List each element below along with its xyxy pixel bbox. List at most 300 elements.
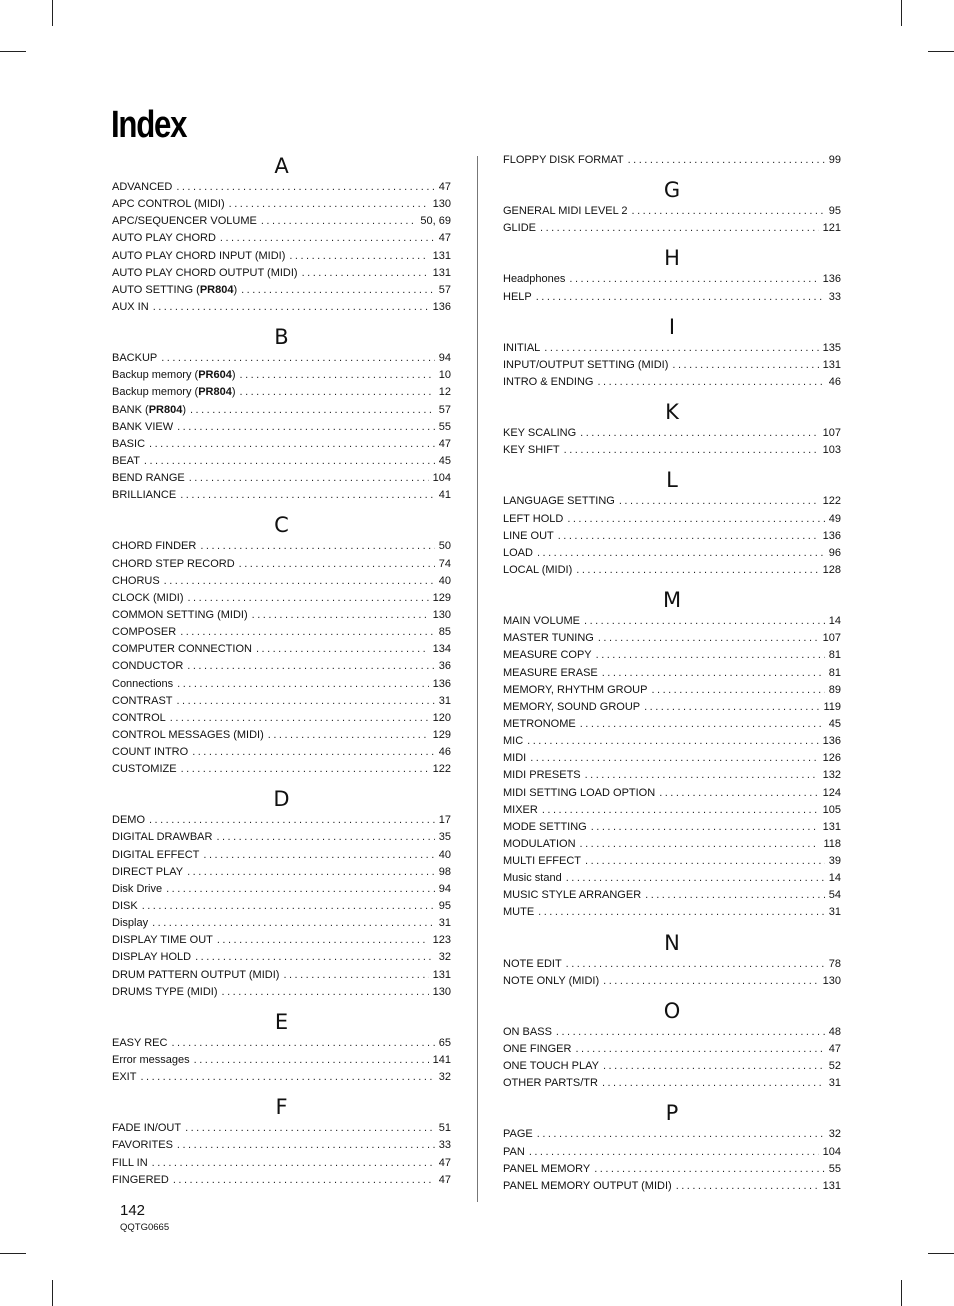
entry-page-ref: 121 [822, 222, 841, 235]
entry-term-text: AUTO PLAY CHORD OUTPUT (MIDI) [112, 266, 298, 279]
entry-term-text: DISPLAY TIME OUT [112, 934, 213, 947]
dot-leader [240, 367, 435, 384]
entry-term [112, 436, 145, 453]
crop-mark [928, 51, 954, 52]
crop-mark [901, 0, 902, 26]
entry-term-text: FINGERED [112, 1173, 169, 1186]
entry-page-ref: 31 [828, 1077, 841, 1090]
entry-page-ref: 31 [438, 694, 451, 707]
index-entry [112, 367, 451, 384]
entry-term [112, 812, 145, 829]
entry-model-name: PR804 [148, 403, 183, 416]
entry-model-name: PR604 [198, 369, 232, 382]
entry-term-text: COMPUTER CONNECTION [112, 643, 252, 656]
dot-leader [190, 402, 435, 419]
entry-term-text: CONTRAST [112, 694, 173, 707]
entry-page-ref: 95 [828, 205, 841, 218]
index-entry [503, 511, 841, 528]
entry-term-text: MEASURE COPY [503, 649, 592, 662]
index-section [503, 930, 841, 998]
index-entry [503, 289, 841, 306]
entry-term [112, 984, 218, 1001]
entry-term-text: PAGE [503, 1128, 533, 1141]
dot-leader [644, 699, 819, 716]
entry-term-text: ADVANCED [112, 180, 173, 193]
index-section [503, 1100, 841, 1203]
dot-leader [585, 853, 825, 870]
entry-page-ref: 74 [438, 557, 451, 570]
dot-leader [567, 511, 824, 528]
crop-mark [0, 51, 26, 52]
crop-mark [928, 1253, 954, 1254]
index-entry [112, 1052, 451, 1069]
entry-page-ref: 131 [822, 358, 841, 371]
index-section [503, 998, 841, 1101]
dot-leader [580, 716, 825, 733]
entry-term-text: Music stand [503, 872, 562, 885]
entry-term [112, 230, 216, 247]
entry-page-ref: 55 [438, 420, 451, 433]
entry-page-ref: 122 [432, 763, 451, 776]
index-section [112, 153, 451, 324]
index-entry [503, 545, 841, 562]
entry-page-ref: 131 [432, 266, 451, 279]
entry-term-text: DIGITAL EFFECT [112, 848, 200, 861]
entry-page-ref: 104 [432, 472, 451, 485]
index-entry [112, 727, 451, 744]
index-entry [112, 658, 451, 675]
crop-mark [901, 1280, 902, 1306]
dot-leader [216, 830, 434, 847]
index-entry [112, 419, 451, 436]
entry-term [112, 1120, 181, 1137]
entry-term [112, 179, 172, 196]
entry-page-ref: 41 [438, 489, 451, 502]
entry-term [112, 402, 186, 419]
index-entry [503, 1178, 841, 1195]
section-letter: O [663, 998, 681, 1023]
dot-leader [229, 196, 429, 213]
entry-term [112, 350, 157, 367]
entry-term [112, 265, 298, 282]
entry-page-ref: 136 [432, 300, 451, 313]
entry-term [503, 682, 647, 699]
entry-page-ref: 107 [822, 632, 841, 645]
dot-leader [152, 915, 435, 932]
index-column-right [503, 152, 841, 1203]
index-entry [503, 647, 841, 664]
entry-page-ref: 124 [822, 786, 841, 799]
index-entry [503, 699, 841, 716]
index-section [112, 1094, 451, 1197]
index-entry [503, 630, 841, 647]
document-code: QQTG0665 [120, 1222, 170, 1233]
entry-term-text: DRUMS TYPE (MIDI) [112, 985, 218, 998]
index-section [503, 314, 841, 399]
index-entry [503, 1024, 841, 1041]
dot-leader [558, 528, 819, 545]
entry-term-text: NOTE EDIT [503, 957, 562, 970]
section-letter: B [274, 325, 289, 350]
entry-term-text: METRONOME [503, 717, 576, 730]
entry-page-ref: 131 [432, 249, 451, 262]
index-entry [112, 487, 451, 504]
entry-term [503, 716, 576, 733]
dot-leader [171, 1035, 434, 1052]
entry-term-suffix: ) [182, 403, 186, 416]
dot-leader [576, 562, 818, 579]
dot-leader [603, 1058, 825, 1075]
index-entry [503, 716, 841, 733]
entry-term [112, 573, 160, 590]
index-entry [112, 864, 451, 881]
crop-mark [52, 1280, 53, 1306]
index-entry [112, 676, 451, 693]
entry-term-text: APC CONTROL (MIDI) [112, 198, 225, 211]
entry-term [112, 710, 166, 727]
entry-term [503, 767, 581, 784]
entry-page-ref: 136 [822, 273, 841, 286]
index-entry [112, 230, 451, 247]
dot-leader [569, 271, 818, 288]
entry-term [503, 152, 624, 169]
entry-page-ref: 57 [438, 283, 451, 296]
index-entry [112, 932, 451, 949]
dot-leader [529, 1144, 819, 1161]
index-entry [112, 350, 451, 367]
entry-term [503, 1126, 533, 1143]
index-entry [112, 847, 451, 864]
index-section [503, 245, 841, 313]
entry-page-ref: 131 [822, 820, 841, 833]
entry-term [503, 203, 628, 220]
entry-page-ref: 130 [432, 608, 451, 621]
dot-leader [537, 545, 825, 562]
index-entry [112, 1035, 451, 1052]
entry-page-ref: 35 [438, 831, 451, 844]
entry-term [503, 528, 554, 545]
entry-page-ref: 89 [828, 683, 841, 696]
entry-page-ref: 120 [432, 711, 451, 724]
index-entry [112, 641, 451, 658]
entry-term [503, 973, 599, 990]
entry-page-ref: 33 [438, 1139, 451, 1152]
entry-term [503, 870, 562, 887]
index-entry [112, 915, 451, 932]
index-entry [503, 340, 841, 357]
dot-leader [217, 932, 429, 949]
entry-term [503, 220, 536, 237]
entry-term-suffix: ) [231, 386, 236, 399]
dot-leader [195, 949, 435, 966]
entry-term [112, 538, 196, 555]
entry-term-text: DRUM PATTERN OUTPUT (MIDI) [112, 968, 280, 981]
entry-term-text: GLIDE [503, 222, 537, 235]
entry-page-ref: 95 [438, 900, 451, 913]
entry-page-ref: 132 [822, 769, 841, 782]
index-entry [503, 750, 841, 767]
index-entry [112, 967, 451, 984]
dot-leader [149, 436, 435, 453]
entry-term [503, 1024, 552, 1041]
entry-page-ref: 47 [438, 1173, 451, 1186]
dot-leader [187, 658, 434, 675]
crop-mark [52, 0, 53, 26]
entry-term-text: MASTER TUNING [503, 632, 594, 645]
entry-term-text: INITIAL [503, 341, 541, 354]
entry-term [112, 932, 213, 949]
index-entry [503, 374, 841, 391]
crop-mark [0, 1253, 26, 1254]
entry-page-ref: 103 [822, 444, 841, 457]
entry-term [503, 1161, 590, 1178]
dot-leader [594, 1161, 825, 1178]
dot-leader [220, 230, 435, 247]
entry-term [503, 511, 563, 528]
section-letter: C [274, 513, 289, 538]
entry-term [503, 956, 562, 973]
entry-term [503, 665, 598, 682]
page-number: 142 [120, 1202, 146, 1219]
index-entry [503, 203, 841, 220]
dot-leader [185, 1120, 435, 1137]
entry-term-text: CHORD STEP RECORD [112, 557, 235, 570]
entry-term-text: MIXER [503, 803, 538, 816]
entry-term-text: DIGITAL DRAWBAR [112, 831, 213, 844]
index-entry [112, 1120, 451, 1137]
entry-term [112, 607, 248, 624]
dot-leader [566, 870, 825, 887]
entry-term-text: KEY SHIFT [503, 444, 560, 457]
index-entry [503, 1058, 841, 1075]
dot-leader [200, 538, 434, 555]
entry-term-text: COUNT INTRO [112, 746, 189, 759]
dot-leader [177, 693, 435, 710]
index-entry [112, 744, 451, 761]
entry-term-text: ONE TOUCH PLAY [503, 1060, 599, 1073]
entry-term-text: Disk Drive [112, 882, 163, 895]
index-entry [112, 898, 451, 915]
entry-term-text: MIDI SETTING LOAD OPTION [503, 786, 656, 799]
entry-page-ref: 47 [438, 437, 451, 450]
entry-term [503, 271, 565, 288]
entry-page-ref: 32 [828, 1128, 841, 1141]
index-entry [112, 213, 451, 230]
entry-term [503, 289, 532, 306]
index-entry [112, 470, 451, 487]
entry-page-ref: 46 [828, 375, 841, 388]
entry-term [112, 761, 177, 778]
dot-leader [564, 442, 819, 459]
dot-leader [602, 1075, 825, 1092]
entry-term [112, 196, 225, 213]
entry-page-ref: 130 [432, 198, 451, 211]
dot-leader [164, 573, 435, 590]
entry-page-ref: 136 [432, 677, 451, 690]
entry-page-ref: 39 [828, 855, 841, 868]
entry-term [503, 442, 560, 459]
entry-term-text: MUSIC STYLE ARRANGER [503, 889, 642, 902]
dot-leader [302, 265, 429, 282]
index-entry [503, 425, 841, 442]
entry-term-text: COMMON SETTING (MIDI) [112, 608, 248, 621]
entry-page-ref: 33 [828, 290, 841, 303]
index-entry [503, 870, 841, 887]
entry-term [112, 727, 264, 744]
section-letter: D [273, 787, 290, 812]
index-entry [112, 710, 451, 727]
entry-term [503, 374, 593, 391]
entry-term-text: BANK ( [112, 403, 149, 416]
entry-term [112, 830, 212, 847]
entry-term [112, 1155, 148, 1172]
entry-term [112, 487, 176, 504]
entry-term-text: Error messages [112, 1054, 190, 1067]
entry-page-ref: 47 [438, 232, 451, 245]
index-entry [503, 819, 841, 836]
dot-leader [176, 179, 434, 196]
entry-page-ref: 134 [432, 643, 451, 656]
entry-term-text: MAIN VOLUME [503, 615, 581, 628]
entry-term-text: COMPOSER [112, 626, 177, 639]
index-entry [112, 590, 451, 607]
index-entry [503, 1161, 841, 1178]
entry-page-ref: 85 [438, 626, 451, 639]
entry-term [112, 864, 183, 881]
entry-term-text: MEMORY, SOUND GROUP [503, 700, 641, 713]
dot-leader [194, 1052, 429, 1069]
section-letter: I [668, 314, 676, 339]
dot-leader [659, 785, 818, 802]
entry-page-ref: 129 [432, 591, 451, 604]
dot-leader [645, 887, 825, 904]
entry-term-text: DIRECT PLAY [112, 865, 184, 878]
entry-page-ref: 48 [828, 1025, 841, 1038]
dot-leader [149, 812, 435, 829]
entry-term [112, 590, 184, 607]
entry-term [503, 630, 594, 647]
entry-term-text: OTHER PARTS/TR [503, 1077, 598, 1090]
index-section [112, 512, 451, 786]
entry-page-ref: 47 [438, 1156, 451, 1169]
entry-term-text: INPUT/OUTPUT SETTING (MIDI) [503, 358, 669, 371]
entry-page-ref: 32 [438, 951, 451, 964]
dot-leader [585, 767, 819, 784]
dot-leader [537, 1126, 825, 1143]
index-entry [503, 357, 841, 374]
entry-term-text: BRILLIANCE [112, 489, 177, 502]
entry-term [503, 647, 592, 664]
entry-term [112, 1172, 169, 1189]
index-entry [503, 528, 841, 545]
entry-page-ref: 104 [822, 1145, 841, 1158]
entry-term-text: ON BASS [503, 1025, 552, 1038]
section-letter: A [274, 154, 289, 178]
dot-leader [672, 357, 818, 374]
dot-leader [283, 967, 428, 984]
entry-term [503, 1058, 599, 1075]
entry-page-ref: 40 [438, 848, 451, 861]
index-entry [503, 442, 841, 459]
entry-term [112, 1052, 190, 1069]
index-entry [112, 693, 451, 710]
entry-page-ref: 94 [438, 882, 451, 895]
dot-leader [536, 289, 825, 306]
index-entry [112, 282, 451, 299]
index-section [503, 399, 841, 467]
entry-page-ref: 46 [438, 746, 451, 759]
index-section [503, 587, 841, 930]
entry-term [112, 881, 162, 898]
index-entry [112, 1172, 451, 1189]
entry-page-ref: 136 [822, 529, 841, 542]
dot-leader [142, 898, 435, 915]
dot-leader [166, 881, 435, 898]
entry-page-ref: 141 [432, 1054, 451, 1067]
index-entry [112, 812, 451, 829]
entry-term [112, 367, 236, 384]
entry-page-ref: 105 [822, 803, 841, 816]
dot-leader [538, 905, 825, 922]
dot-leader [540, 220, 819, 237]
entry-term [503, 613, 580, 630]
entry-page-ref: 135 [822, 341, 841, 354]
entry-term [503, 1144, 525, 1161]
entry-term [112, 1137, 173, 1154]
dot-leader [180, 487, 435, 504]
index-section [112, 786, 451, 1009]
entry-term [112, 556, 235, 573]
index-entry [112, 830, 451, 847]
entry-term-text: KEY SCALING [503, 427, 577, 440]
dot-leader [619, 493, 819, 510]
entry-term-text: MODE SETTING [503, 820, 587, 833]
entry-term-text: BEAT [112, 454, 140, 467]
entry-term-text: Backup memory ( [112, 369, 199, 382]
entry-term [112, 1069, 136, 1086]
index-entry [112, 453, 451, 470]
entry-term-text: PANEL MEMORY [503, 1162, 591, 1175]
dot-leader [544, 340, 818, 357]
dot-leader [584, 613, 825, 630]
index-section [503, 177, 841, 245]
dot-leader [268, 727, 429, 744]
dot-leader [556, 1024, 825, 1041]
entry-term-text: DISPLAY HOLD [112, 951, 192, 964]
dot-leader [628, 152, 825, 169]
index-entry [112, 299, 451, 316]
entry-term [503, 425, 576, 442]
entry-term [503, 853, 581, 870]
entry-term-text: LEFT HOLD [503, 512, 564, 525]
entry-page-ref: 128 [822, 563, 841, 576]
entry-page-ref: 49 [828, 512, 841, 525]
dot-leader [261, 213, 417, 230]
entry-term-text: DEMO [112, 814, 145, 827]
entry-page-ref: 12 [438, 386, 451, 399]
entry-term-text: NOTE ONLY (MIDI) [503, 974, 600, 987]
dot-leader [240, 384, 435, 401]
entry-term [503, 357, 668, 374]
index-entry [112, 881, 451, 898]
entry-term-text: Connections [112, 677, 174, 690]
entry-page-ref: 55 [828, 1162, 841, 1175]
dot-leader [602, 665, 825, 682]
index-entry [112, 984, 451, 1001]
section-letter: F [275, 1095, 288, 1120]
entry-page-ref: 122 [822, 495, 841, 508]
entry-page-ref: 118 [823, 837, 841, 850]
